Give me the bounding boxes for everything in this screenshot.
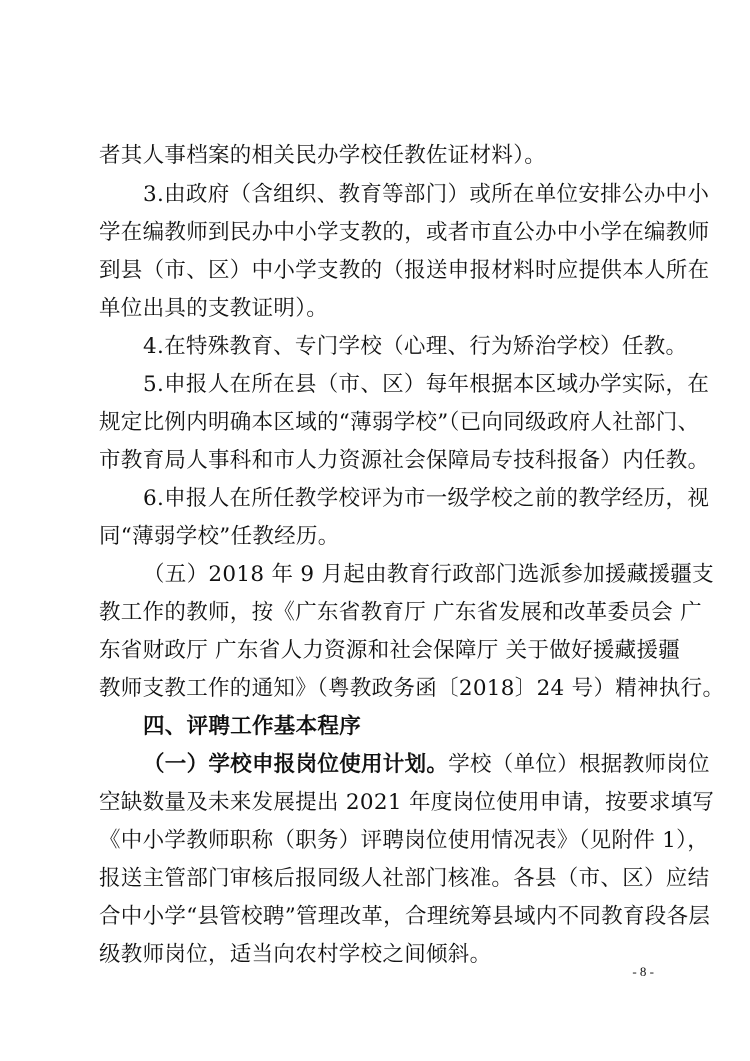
paragraph-line: 《中小学教师职称（职务）评聘岗位使用情况表》（见附件 1）， (99, 828, 710, 853)
paragraph-line: 报送主管部门审核后报同级人社部门核准。各县（市、区）应结 (99, 866, 710, 891)
paragraph-line: 到县（市、区）中小学支教的（报送申报材料时应提供本人所在 (99, 258, 710, 283)
paragraph-line: 规定比例内明确本区域的“薄弱学校”（已向同级政府人社部门、 (99, 410, 700, 435)
paragraph-line (143, 748, 710, 781)
paragraph-line: 学在编教师到民办中小学支教的，或者市直公办中小学在编教师 (99, 220, 710, 245)
paragraph-line: 教师支教工作的通知》（粤教政务函〔2018〕24 号）精神执行。 (99, 676, 725, 701)
paragraph-line: 同“薄弱学校”任教经历。 (99, 524, 340, 549)
paragraph-line: 市教育局人事科和市人力资源社会保障局专技科报备）内任教。 (99, 448, 710, 473)
page-number: - 8 - (632, 964, 654, 979)
section-heading: 四、评聘工作基本程序 (143, 714, 362, 739)
subsection-heading: （一）学校申报岗位使用计划。 (143, 752, 449, 777)
paragraph-line: 级教师岗位，适当向农村学校之间倾斜。 (99, 942, 492, 967)
paragraph-line: 单位出具的支教证明）。 (99, 296, 329, 321)
paragraph-line: 者其人事档案的相关民办学校任教佐证材料）。 (99, 143, 547, 168)
paragraph-line: 5.申报人在所在县（市、区）每年根据本区域办学实际，在 (143, 372, 710, 397)
paragraph-line: 东省财政厅 广东省人力资源和社会保障厅 关于做好援藏援疆 (99, 638, 681, 663)
paragraph-line: 6.申报人在所任教学校评为市一级学校之前的教学经历，视 (143, 486, 710, 511)
paragraph-line: 教工作的教师，按《广东省教育厅 广东省发展和改革委员会 广 (99, 600, 702, 625)
paragraph-line: 空缺数量及未来发展提出 2021 年度岗位使用申请，按要求填写 (99, 790, 715, 815)
paragraph-line: 3.由政府（含组织、教育等部门）或所在单位安排公办中小 (143, 182, 710, 207)
paragraph-line: 4.在特殊教育、专门学校（心理、行为矫治学校）任教。 (143, 334, 688, 359)
paragraph-line: 合中小学“县管校聘”管理改革，合理统筹县域内不同教育段各层 (99, 904, 711, 929)
paragraph-line: （五）2018 年 9 月起由教育行政部门选派参加援藏援疆支 (143, 562, 714, 587)
paragraph-text: 学校（单位）根据教师岗位 (448, 752, 710, 777)
